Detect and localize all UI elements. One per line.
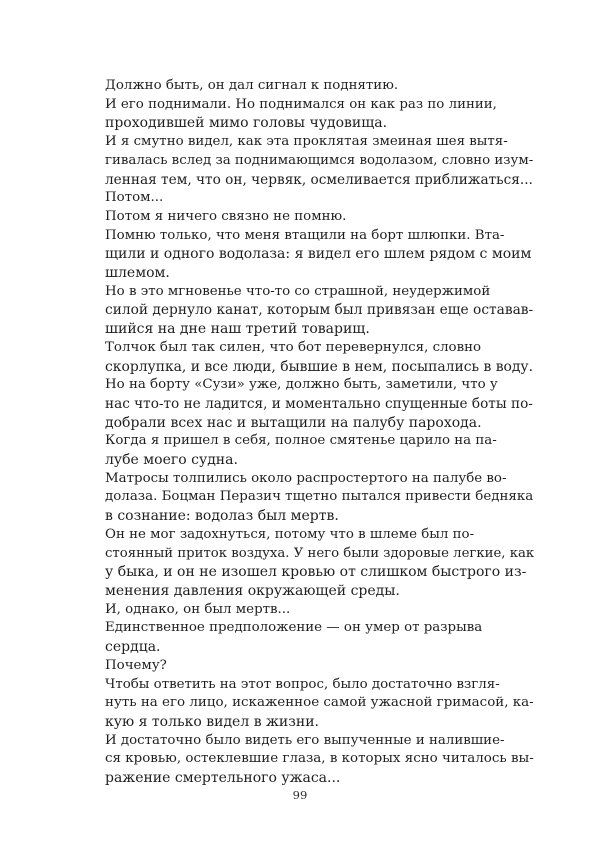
text-line: И достаточно было видеть его выпученные и налившие- [105,732,505,748]
text-line: Потом я ничего связно не помню. [105,208,347,224]
paragraph [85,526,533,601]
text-line: проходившей мимо головы чудовища. [105,115,388,132]
text-line: силой дернуло канат, которым был привязан еще оставав- [105,302,534,319]
text-line: И, однако, он был мертв... [105,601,291,617]
paragraph [85,432,533,469]
paragraph [85,376,533,432]
text-line: кую я только видел в жизни. [105,713,319,730]
text-line: нуть на его лицо, искаженное самой ужасной гримасой, ка- [105,695,534,711]
paragraph [85,339,533,376]
text-line: Чтобы ответить на этот вопрос, было достаточно взгля- [105,676,500,692]
text-line: долаза. Боцман Перазич тщетно пытался привести бедняка [105,489,534,505]
text-line: И его поднимали. Но поднимался он как раз по линии, [105,96,497,112]
text-line: у быка, и он не изошел кровью от слишком быстрого из- [105,564,527,581]
text-line: менения давления окружающей среды. [105,582,400,599]
paragraph [85,657,533,676]
text-line: в сознание: водолаз был мертв. [105,508,339,525]
text-line: лубе моего судна. [105,452,238,469]
paragraph [85,227,533,283]
paragraph [85,470,533,526]
text-line: гивалась вслед за поднимающимся водолазом, словно изум- [105,152,534,168]
text-line: Потом... [105,190,164,206]
text-line: Почему? [105,657,167,673]
paragraph [85,283,533,339]
text-line: Но на борту «Сузи» уже, должно быть, заметили, что у [105,377,498,393]
paragraph [85,189,533,208]
text-line: Когда я пришел в себя, полное смятенье царило на па- [105,433,497,449]
paragraph [85,619,533,656]
text-line: Единственное предположение — он умер от разрыва [105,620,483,636]
text-line: ражение смертельного ужаса... [105,770,341,787]
paragraph [85,601,533,620]
text-line: Но в это мгновенье что-то со страшной, неудержимой [105,283,491,299]
text-line: Матросы толпились около распростертого на палубе во- [105,470,507,486]
text-line: И я смутно видел, как эта проклятая змеиная шея вытя- [105,134,508,150]
text-line: ся кровью, остеклевшие глаза, в которых ясно читалось вы- [105,751,534,767]
text-line: Должно быть, он дал сигнал к поднятию. [105,78,399,93]
page-number: 99 [292,788,308,802]
body-text [85,77,533,788]
paragraph [85,96,533,133]
text-line: Толчок был так силен, что бот перевернулся, словно [105,339,482,355]
text-line: щили и одного водолаза: я видел его шлем рядом с моим [105,246,532,263]
text-line: Он не мог задохнуться, потому что в шлеме был по- [105,526,475,542]
paragraph [85,676,533,732]
text-line: добрали всех нас и вытащили на палубу парохода. [105,414,482,431]
text-line: Помню только, что меня втащили на борт шлюпки. Вта- [105,227,505,243]
paragraph [85,208,533,227]
text-line: сердца. [105,639,161,656]
text-line: стоянный приток воздуха. У него были здоровые легкие, как [105,545,535,561]
text-line: шлемом. [105,265,170,282]
paragraph [85,77,533,96]
paragraph [85,732,533,788]
text-line: ленная тем, что он, червяк, осмеливается приближаться... [105,171,533,188]
text-line: нас что-то не ладится, и моментально спущенные боты по- [105,395,533,412]
text-line: скорлупка, и все люди, бывшие в нем, посыпались в воду. [105,358,534,375]
paragraph [85,133,533,189]
text-line: шийся на дне наш третий товарищ. [105,321,370,338]
